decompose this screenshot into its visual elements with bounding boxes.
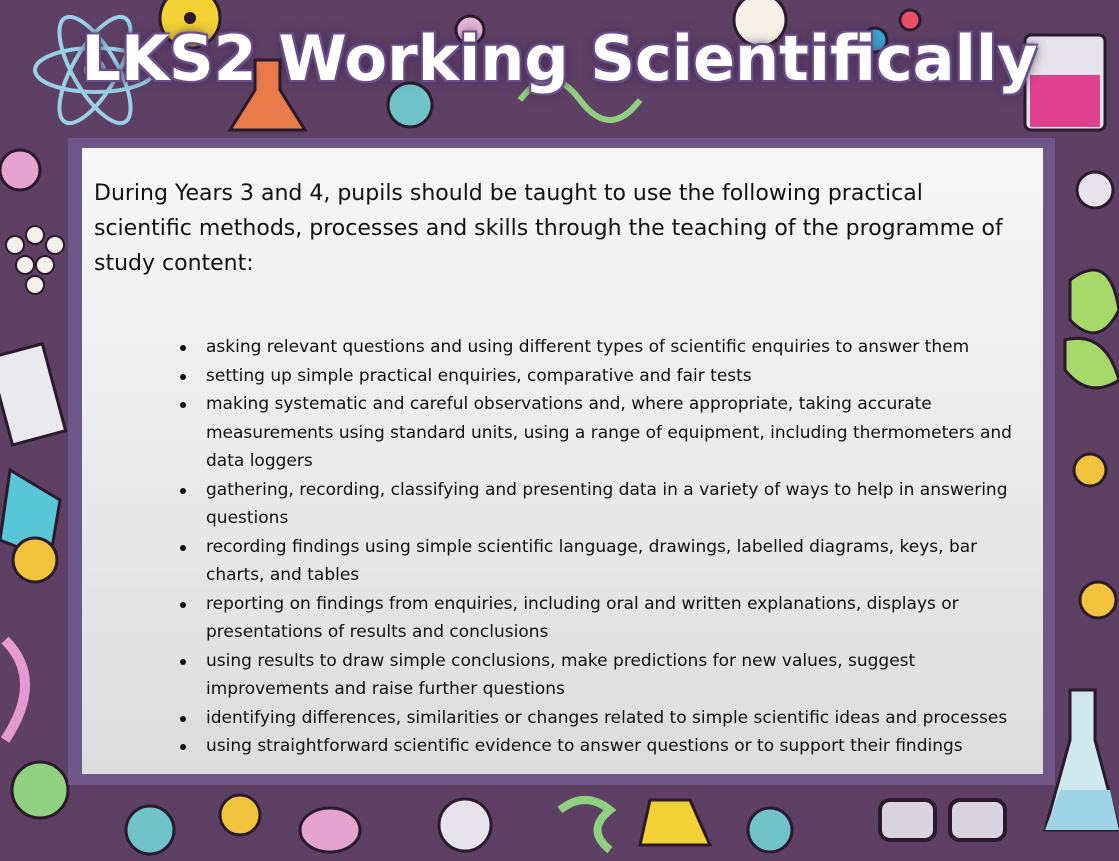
- list-item: [206, 732, 1013, 761]
- list-item: [206, 333, 1013, 362]
- bullet-icon: [180, 374, 186, 380]
- bullet-icon: [180, 545, 186, 551]
- list-item-text: gathering, recording, classifying and presenting data in a variety of ways to help in answering questions: [206, 479, 1008, 528]
- list-item-text: setting up simple practical enquiries, comparative and fair tests: [206, 365, 752, 386]
- bullet-icon: [180, 744, 186, 750]
- list-item-text: asking relevant questions and using different types of scientific enquiries to answer them: [206, 337, 970, 357]
- list-item: [206, 362, 1013, 391]
- bullet-icon: [180, 345, 186, 351]
- list-item: [206, 704, 1013, 733]
- list-item: [206, 476, 1013, 533]
- list-item-text: reporting on findings from enquiries, including oral and written explanations, displays or presentations of results and conclusions: [206, 593, 959, 642]
- list-item-text: using straightforward scientific evidence to answer questions or to support their findings: [206, 736, 963, 756]
- bullet-list: [94, 333, 1013, 761]
- list-item-text: recording findings using simple scientific language, drawings, labelled diagrams, keys, bar charts, and tables: [206, 536, 978, 585]
- list-item-text: making systematic and careful observations and, where appropriate, taking accurate measurements using standard units, using a range of equipment, including thermometers and data loggers: [206, 394, 1012, 471]
- bullet-icon: [180, 602, 186, 608]
- bullet-icon: [180, 402, 186, 408]
- bullet-icon: [180, 716, 186, 722]
- list-item: [206, 390, 1013, 476]
- page-title: LKS2 Working Scientifically: [81, 22, 1038, 95]
- list-item: [206, 533, 1013, 590]
- list-item: [206, 647, 1013, 704]
- list-item-text: using results to draw simple conclusions, make predictions for new values, suggest improvements and raise further questions: [206, 650, 916, 699]
- bullet-icon: [180, 659, 186, 665]
- content-panel: [82, 148, 1043, 774]
- list-item-text: identifying differences, similarities or changes related to simple scientific ideas and processes: [206, 707, 1008, 728]
- bullet-icon: [180, 488, 186, 494]
- intro-paragraph: During Years 3 and 4, pupils should be taught to use the following practical scientific methods, processes and skills through the teaching of the programme of study content:: [94, 181, 1003, 276]
- list-item: [206, 590, 1013, 647]
